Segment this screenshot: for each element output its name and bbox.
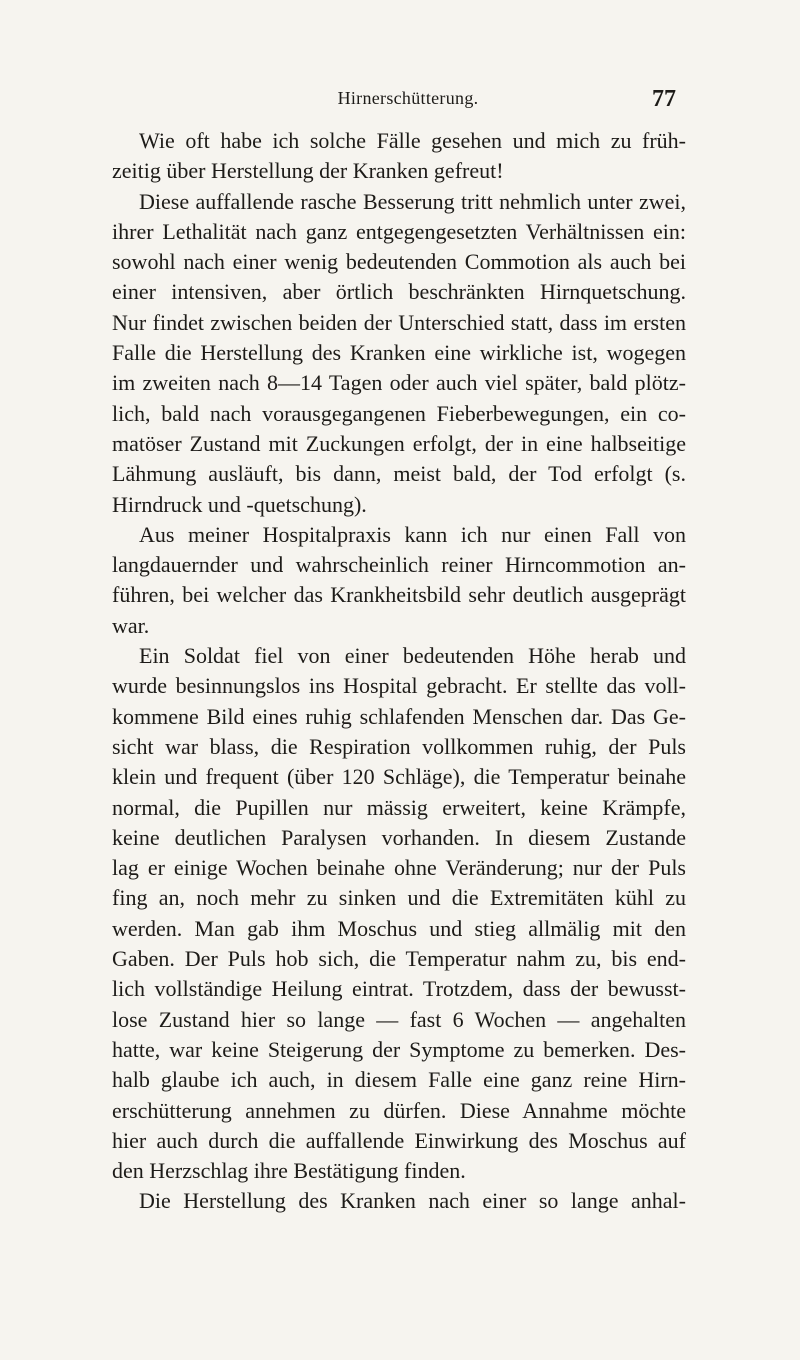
text-line: Diese auffallende rasche Besserung tritt nehmlich unter zwei, [139, 188, 686, 214]
text-line: ihrer Lethalität nach ganz entgegengesetzten Verhältnissen ein: [112, 218, 686, 244]
text-line: lich, bald nach vorausgegangenen Fieberbewegungen, ein co- [112, 400, 686, 426]
text-line: Nur findet zwischen beiden der Unterschied statt, dass im ersten [112, 309, 686, 335]
text-line: hier auch durch die auffallende Einwirkung des Moschus auf [112, 1127, 686, 1153]
page-number: 77 [652, 86, 676, 112]
text-line: lag er einige Wochen beinahe ohne Veränderung; nur der Puls [112, 855, 686, 881]
text-line: Falle die Herstellung des Kranken eine wirkliche ist, wogegen [112, 340, 686, 366]
text-line: lose Zustand hier so lange — fast 6 Wochen — angehalten [112, 1006, 686, 1032]
text-line: Aus meiner Hospitalpraxis kann ich nur einen Fall von [139, 521, 686, 547]
text-line: langdauernder und wahrscheinlich reiner Hirncommotion an- [112, 552, 686, 578]
text-line: klein und frequent (über 120 Schläge), die Temperatur beinahe [112, 764, 686, 790]
text-line: normal, die Pupillen nur mässig erweitert, keine Krämpfe, [112, 794, 686, 820]
text-line: matöser Zustand mit Zuckungen erfolgt, der in eine halbseitige [112, 430, 686, 456]
text-line: werden. Man gab ihm Moschus und stieg allmälig mit den [112, 915, 686, 941]
text-line: lich vollständige Heilung eintrat. Trotzdem, dass der bewusst- [112, 976, 686, 1002]
text-line: hatte, war keine Steigerung der Symptome zu bemerken. Des- [112, 1036, 686, 1062]
text-line: erschütterung annehmen zu dürfen. Diese Annahme möchte [112, 1097, 686, 1123]
page-header [0, 88, 800, 116]
text-line: im zweiten nach 8—14 Tagen oder auch viel später, bald plötz- [112, 370, 686, 396]
text-line: war. [112, 612, 150, 638]
text-line: Gaben. Der Puls hob sich, die Temperatur nahm zu, bis end- [112, 946, 686, 972]
text-line: führen, bei welcher das Krankheitsbild sehr deutlich ausgeprägt [112, 582, 686, 608]
text-line: Hirndruck und -quetschung). [112, 491, 367, 517]
text-line: wurde besinnungslos ins Hospital gebracht. Er stellte das voll- [112, 673, 686, 699]
body-text [112, 126, 686, 1217]
text-line: Die Herstellung des Kranken nach einer so lange anhal- [139, 1188, 686, 1214]
text-line: keine deutlichen Paralysen vorhanden. In diesem Zustande [112, 824, 686, 850]
text-line: den Herzschlag ihre Bestätigung finden. [112, 1158, 466, 1184]
text-line: Lähmung ausläuft, bis dann, meist bald, der Tod erfolgt (s. [112, 461, 686, 487]
text-line: Wie oft habe ich solche Fälle gesehen und mich zu früh- [139, 128, 686, 153]
text-line: einer intensiven, aber örtlich beschränkten Hirnquetschung. [112, 279, 686, 305]
text-line: sicht war blass, die Respiration vollkommen ruhig, der Puls [112, 733, 686, 759]
text-line: fing an, noch mehr zu sinken und die Extremitäten kühl zu [112, 885, 686, 911]
text-line: Ein Soldat fiel von einer bedeutenden Höhe herab und [139, 643, 686, 669]
text-line: kommene Bild eines ruhig schlafenden Menschen dar. Das Ge- [112, 703, 686, 729]
text-line: zeitig über Herstellung der Kranken gefreut! [112, 158, 504, 184]
text-line: sowohl nach einer wenig bedeutenden Commotion als auch bei [112, 249, 686, 275]
running-title: Hirnerschütterung. [337, 88, 479, 108]
text-line: halb glaube ich auch, in diesem Falle eine ganz reine Hirn- [112, 1067, 686, 1093]
